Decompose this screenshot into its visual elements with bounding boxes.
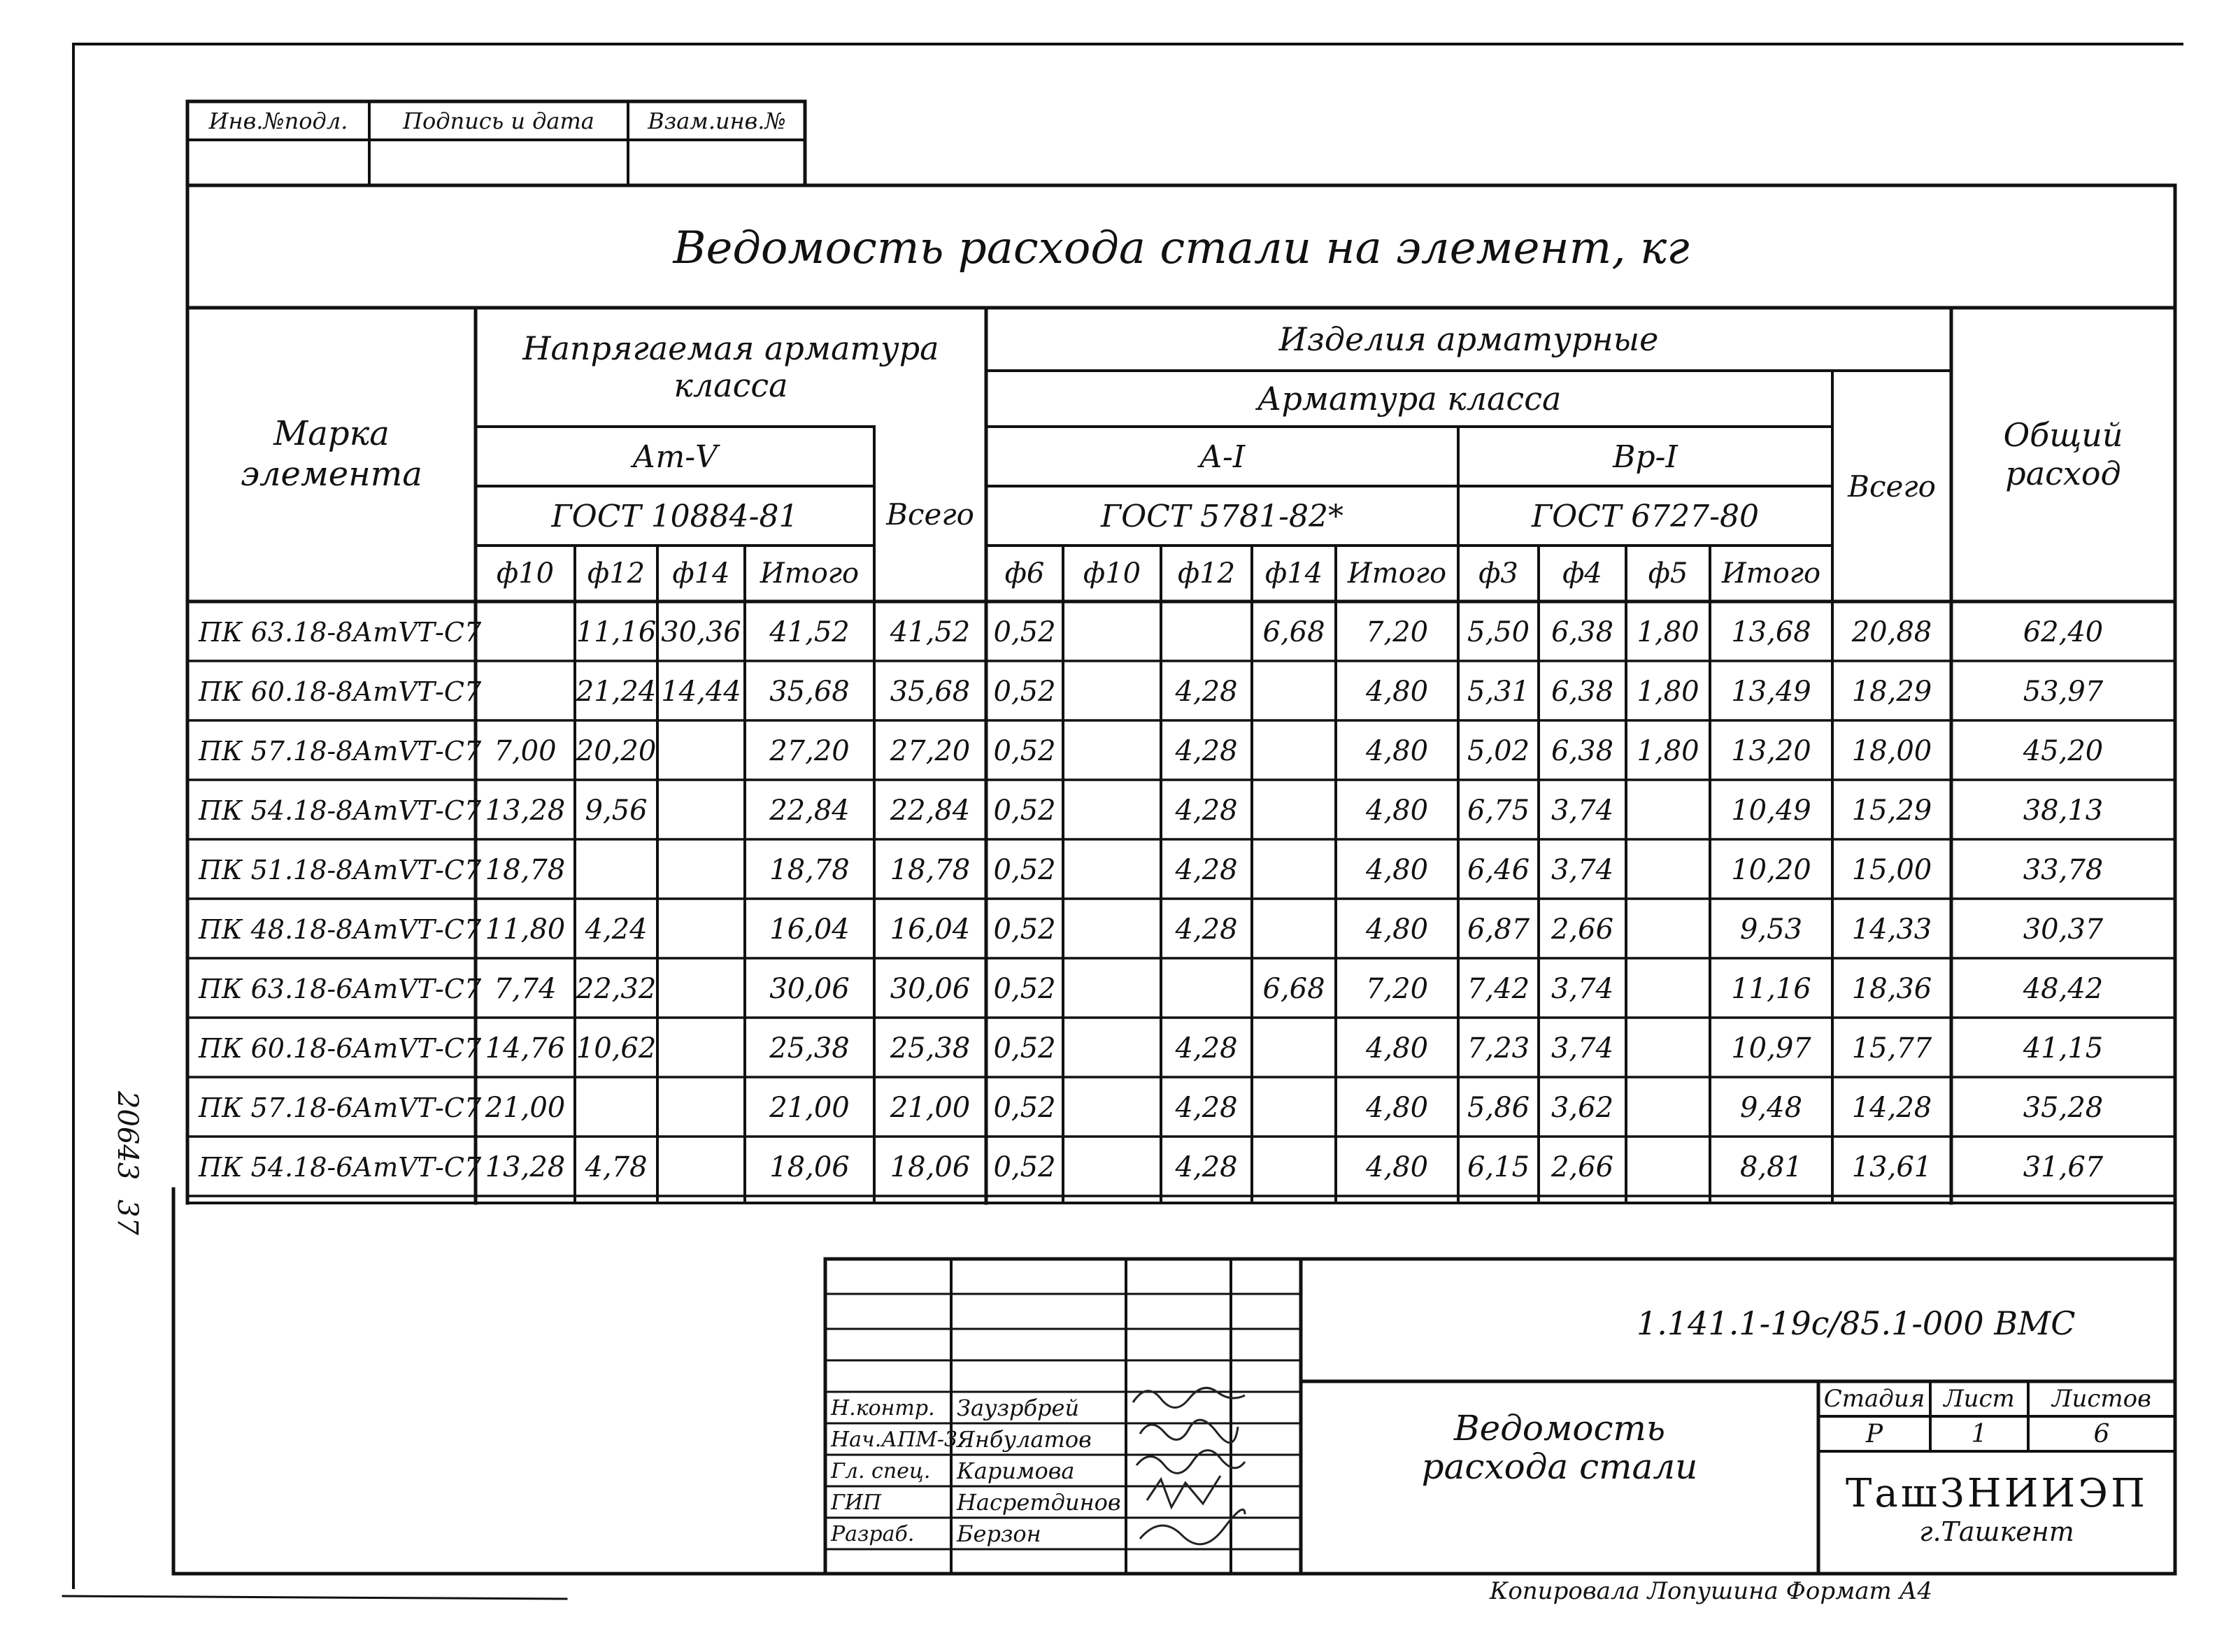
side-archive-number: 20643 — [111, 1091, 143, 1181]
sheets-label: Листов — [2052, 1385, 2151, 1413]
header-bp1-class: Вр-Ⅰ — [1613, 439, 1678, 475]
element-mark-cell: ПК 51.18-8АтⅤТ-С7 — [199, 854, 482, 885]
table-cell: 0,52 — [993, 734, 1056, 767]
table-cell: 35,68 — [890, 675, 971, 708]
table-cell — [1253, 1138, 1334, 1196]
table-cell: 4,80 — [1365, 913, 1429, 946]
table-cell: 4,80 — [1365, 1091, 1429, 1124]
table-cell: 5,86 — [1467, 1091, 1530, 1124]
diameter-header: ф12 — [1177, 557, 1236, 590]
table-cell — [1064, 781, 1160, 839]
table-cell: 0,52 — [993, 1151, 1056, 1183]
header-bp1-gost: ГОСТ 6727-80 — [1531, 498, 1760, 534]
table-cell: 4,80 — [1365, 675, 1429, 708]
table-cell: 16,04 — [890, 913, 971, 946]
table-cell — [1162, 960, 1250, 1018]
header-items: Изделия арматурные — [1278, 320, 1659, 358]
header-prestressed: Напрягаемая арматура класса — [522, 329, 939, 404]
element-mark-cell: ПК 48.18-8АтⅤТ-С7 — [199, 913, 482, 945]
table-cell — [1627, 1138, 1709, 1196]
table-cell: 30,06 — [769, 972, 850, 1005]
table-cell — [477, 662, 573, 720]
table-cell: 7,20 — [1365, 615, 1429, 648]
element-mark-cell: ПК 57.18-8АтⅤТ-С7 — [199, 735, 482, 767]
table-cell: 18,78 — [890, 853, 971, 886]
table-cell — [1064, 1078, 1160, 1137]
diameter-header: ф10 — [496, 557, 555, 590]
table-cell: 0,52 — [993, 794, 1056, 827]
table-cell: 9,53 — [1739, 913, 1803, 946]
table-cell: 3,74 — [1551, 972, 1614, 1005]
table-cell — [1253, 900, 1334, 958]
table-cell — [1627, 841, 1709, 899]
person-name: Насретдинов — [957, 1489, 1121, 1516]
header-at-gost: ГОСТ 10884-81 — [551, 498, 799, 534]
table-cell: 22,84 — [769, 794, 850, 827]
table-cell: 4,28 — [1175, 853, 1238, 886]
table-cell: 6,68 — [1262, 615, 1325, 648]
table-cell: 18,36 — [1851, 972, 1932, 1005]
table-cell: 11,80 — [485, 913, 566, 946]
table-cell: 10,49 — [1731, 794, 1811, 827]
table-cell: 14,44 — [661, 675, 741, 708]
table-cell: 18,00 — [1851, 734, 1932, 767]
table-cell: 20,20 — [576, 734, 657, 767]
table-cell — [659, 841, 743, 899]
diameter-header: ф14 — [1264, 557, 1323, 590]
table-cell: 30,06 — [890, 972, 971, 1005]
person-name: Каримова — [957, 1458, 1075, 1484]
header-total-consumption: Общий расход — [2003, 415, 2123, 492]
table-cell: 30,37 — [2023, 913, 2104, 946]
diameter-header: ф4 — [1562, 557, 1602, 590]
diameter-header: ф10 — [1083, 557, 1141, 590]
table-cell: 0,52 — [993, 1091, 1056, 1124]
table-cell: 31,67 — [2023, 1151, 2104, 1183]
header-a1-class: А-Ⅰ — [1199, 439, 1246, 475]
table-cell — [477, 603, 573, 661]
table-cell: 15,29 — [1851, 794, 1932, 827]
table-cell: 6,75 — [1467, 794, 1530, 827]
table-cell: 3,74 — [1551, 1032, 1614, 1064]
table-cell: 18,06 — [769, 1151, 850, 1183]
diameter-header: ф12 — [587, 557, 646, 590]
table-cell: 0,52 — [993, 913, 1056, 946]
table-cell: 7,23 — [1467, 1032, 1530, 1064]
table-cell: 15,00 — [1851, 853, 1932, 886]
header-at-class: Ат-Ⅴ — [632, 439, 718, 475]
table-cell: 1,80 — [1637, 615, 1699, 648]
table-cell: 35,28 — [2023, 1091, 2104, 1124]
table-cell: 41,52 — [769, 615, 850, 648]
diameter-header: ф3 — [1478, 557, 1518, 590]
table-cell: 10,62 — [576, 1032, 657, 1064]
table-cell: 13,61 — [1851, 1151, 1932, 1183]
table-cell: 13,28 — [485, 794, 566, 827]
table-cell: 4,28 — [1175, 675, 1238, 708]
table-cell: 27,20 — [890, 734, 971, 767]
table-cell: 6,87 — [1467, 913, 1530, 946]
stamp-label-replace: Взам.инв.№ — [648, 108, 786, 134]
diameter-header: ф6 — [1004, 557, 1045, 590]
table-cell: 53,97 — [2023, 675, 2104, 708]
diameter-header: ф14 — [672, 557, 730, 590]
table-cell — [1253, 1078, 1334, 1137]
table-cell: 8,81 — [1739, 1151, 1803, 1183]
table-cell: 18,78 — [769, 853, 850, 886]
element-mark-cell: ПК 54.18-6АтⅤТ-С7 — [199, 1151, 482, 1183]
table-cell: 3,74 — [1551, 794, 1614, 827]
table-cell: 21,00 — [769, 1091, 850, 1124]
table-cell: 3,62 — [1551, 1091, 1614, 1124]
table-cell: 5,50 — [1467, 615, 1530, 648]
table-cell: 0,52 — [993, 853, 1056, 886]
table-cell: 4,28 — [1175, 794, 1238, 827]
table-cell: 6,38 — [1551, 734, 1614, 767]
table-cell: 0,52 — [993, 1032, 1056, 1064]
table-cell — [1253, 662, 1334, 720]
diameter-header: ф5 — [1648, 557, 1688, 590]
table-cell: 7,42 — [1467, 972, 1530, 1005]
table-cell — [659, 1078, 743, 1137]
table-cell: 4,28 — [1175, 1032, 1238, 1064]
table-cell — [1627, 781, 1709, 839]
stamp-label-inv: Инв.№подл. — [208, 108, 348, 134]
table-cell: 6,38 — [1551, 615, 1614, 648]
table-cell: 41,15 — [2023, 1032, 2104, 1064]
table-cell: 14,28 — [1851, 1091, 1932, 1124]
person-name: Янбулатов — [957, 1426, 1092, 1453]
role-label: Гл. спец. — [831, 1458, 931, 1483]
diameter-header: Итого — [760, 557, 860, 590]
element-mark-cell: ПК 54.18-8АтⅤТ-С7 — [199, 795, 482, 826]
person-name: Берзон — [957, 1521, 1041, 1547]
element-mark-cell: ПК 63.18-8АтⅤТ-С7 — [199, 616, 482, 648]
table-cell — [1162, 603, 1250, 661]
table-cell: 18,06 — [890, 1151, 971, 1183]
table-cell — [659, 722, 743, 780]
table-cell: 4,28 — [1175, 1151, 1238, 1183]
table-cell: 41,52 — [890, 615, 971, 648]
table-cell: 4,78 — [585, 1151, 648, 1183]
table-cell — [1064, 662, 1160, 720]
table-cell: 7,74 — [494, 972, 557, 1005]
table-cell — [659, 1019, 743, 1077]
sheet-title: Ведомость расхода стали — [1421, 1408, 1698, 1487]
table-cell: 2,66 — [1551, 913, 1614, 946]
table-cell: 10,97 — [1731, 1032, 1811, 1064]
table-cell — [659, 1138, 743, 1196]
person-name: Заузрбрей — [957, 1395, 1080, 1421]
table-cell: 21,00 — [890, 1091, 971, 1124]
table-cell — [576, 841, 656, 899]
table-cell: 4,28 — [1175, 734, 1238, 767]
table-cell: 4,80 — [1365, 734, 1429, 767]
role-label: Разраб. — [831, 1521, 915, 1546]
role-label: Н.контр. — [831, 1395, 935, 1420]
stamp-label-signature: Подпись и дата — [403, 108, 594, 134]
table-cell: 6,46 — [1467, 853, 1530, 886]
element-mark-cell: ПК 63.18-6АтⅤТ-С7 — [199, 973, 482, 1004]
table-cell: 62,40 — [2023, 615, 2104, 648]
table-cell — [1064, 1138, 1160, 1196]
table-cell — [1064, 841, 1160, 899]
table-cell: 20,88 — [1851, 615, 1932, 648]
table-cell: 21,00 — [485, 1091, 566, 1124]
table-cell: 4,80 — [1365, 1151, 1429, 1183]
table-cell: 35,68 — [769, 675, 850, 708]
table-cell — [659, 781, 743, 839]
table-cell: 11,16 — [1731, 972, 1811, 1005]
table-cell: 18,29 — [1851, 675, 1932, 708]
table-cell: 15,77 — [1851, 1032, 1932, 1064]
table-cell: 4,80 — [1365, 794, 1429, 827]
element-mark-cell: ПК 57.18-6АтⅤТ-С7 — [199, 1092, 482, 1123]
table-cell: 33,78 — [2023, 853, 2104, 886]
diameter-header: Итого — [1721, 557, 1821, 590]
table-cell — [1064, 960, 1160, 1018]
table-cell: 45,20 — [2023, 734, 2104, 767]
stage-label: Стадия — [1823, 1385, 1925, 1413]
table-cell: 4,28 — [1175, 1091, 1238, 1124]
table-cell: 18,78 — [485, 853, 566, 886]
table-cell: 11,16 — [576, 615, 657, 648]
element-mark-cell: ПК 60.18-6АтⅤТ-С7 — [199, 1032, 482, 1064]
table-cell: 2,66 — [1551, 1151, 1614, 1183]
table-cell — [1064, 1019, 1160, 1077]
table-cell: 9,48 — [1739, 1091, 1803, 1124]
table-cell — [1627, 1078, 1709, 1137]
table-cell — [659, 960, 743, 1018]
table-cell: 5,31 — [1467, 675, 1530, 708]
table-cell: 22,84 — [890, 794, 971, 827]
header-at-total: Всего — [886, 497, 974, 532]
table-cell: 21,24 — [576, 675, 657, 708]
table-cell: 9,56 — [585, 794, 648, 827]
table-cell: 0,52 — [993, 972, 1056, 1005]
side-page-number: 37 — [111, 1199, 143, 1235]
table-cell: 4,80 — [1365, 853, 1429, 886]
table-cell: 1,80 — [1637, 734, 1699, 767]
table-cell: 13,49 — [1731, 675, 1811, 708]
header-a1-gost: ГОСТ 5781-82* — [1100, 498, 1344, 534]
table-cell: 22,32 — [576, 972, 657, 1005]
sheets-value: 6 — [2093, 1419, 2110, 1448]
sheet-label: Лист — [1944, 1385, 2015, 1413]
table-cell: 13,28 — [485, 1151, 566, 1183]
diameter-header: Итого — [1347, 557, 1447, 590]
table-cell: 6,15 — [1467, 1151, 1530, 1183]
table-cell: 14,76 — [485, 1032, 566, 1064]
role-label: Нач.АПМ-3 — [831, 1427, 958, 1452]
table-cell: 10,20 — [1731, 853, 1811, 886]
table-cell: 4,80 — [1365, 1032, 1429, 1064]
table-cell: 14,33 — [1851, 913, 1932, 946]
table-cell: 25,38 — [769, 1032, 850, 1064]
table-cell: 48,42 — [2023, 972, 2104, 1005]
header-mark: Марка элемента — [241, 414, 422, 494]
table-cell — [1064, 603, 1160, 661]
table-cell: 27,20 — [769, 734, 850, 767]
table-cell: 6,68 — [1262, 972, 1325, 1005]
table-cell — [1627, 960, 1709, 1018]
header-arm-class: Арматура класса — [1257, 380, 1562, 418]
table-cell: 16,04 — [769, 913, 850, 946]
table-cell: 38,13 — [2023, 794, 2104, 827]
table-cell: 0,52 — [993, 615, 1056, 648]
table-cell: 7,00 — [494, 734, 557, 767]
footer-copy-note: Копировала Лопушина Формат А4 — [1490, 1577, 1932, 1605]
table-cell — [1253, 1019, 1334, 1077]
role-label: ГИП — [831, 1490, 882, 1515]
table-cell: 6,38 — [1551, 675, 1614, 708]
table-cell — [1253, 841, 1334, 899]
table-cell: 25,38 — [890, 1032, 971, 1064]
table-cell: 0,52 — [993, 675, 1056, 708]
table-cell: 4,28 — [1175, 913, 1238, 946]
table-cell — [659, 900, 743, 958]
org-name: ТашЗНИИЭП — [1846, 1470, 2148, 1516]
table-cell: 7,20 — [1365, 972, 1429, 1005]
table-cell — [1064, 900, 1160, 958]
table-cell — [1627, 1019, 1709, 1077]
table-cell: 4,24 — [585, 913, 648, 946]
table-cell — [1064, 722, 1160, 780]
sheet-value: 1 — [1971, 1419, 1988, 1448]
table-cell: 13,68 — [1731, 615, 1811, 648]
table-cell: 3,74 — [1551, 853, 1614, 886]
table-cell — [1627, 900, 1709, 958]
table-cell: 30,36 — [661, 615, 741, 648]
table-cell — [576, 1078, 656, 1137]
stage-value: Р — [1865, 1419, 1883, 1448]
header-items-total: Всего — [1848, 469, 1936, 504]
table-cell: 5,02 — [1467, 734, 1530, 767]
table-cell — [1253, 722, 1334, 780]
table-cell — [1253, 781, 1334, 839]
org-city: г.Ташкент — [1919, 1516, 2074, 1547]
table-cell: 1,80 — [1637, 675, 1699, 708]
table-cell: 13,20 — [1731, 734, 1811, 767]
element-mark-cell: ПК 60.18-8АтⅤТ-С7 — [199, 676, 482, 707]
page-title: Ведомость расхода стали на элемент, кг — [673, 222, 1690, 274]
doc-code: 1.141.1-19с/85.1-000 ВМС — [1637, 1304, 2076, 1342]
